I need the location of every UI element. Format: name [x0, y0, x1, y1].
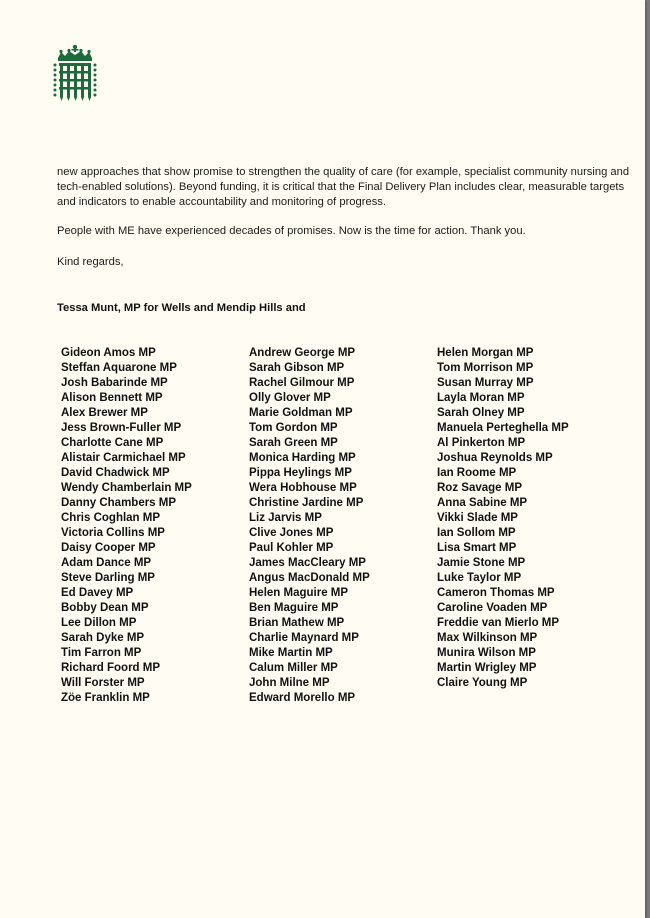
signatory-name: Liz Jarvis MP: [249, 512, 322, 524]
signatory-name: Victoria Collins MP: [61, 527, 165, 539]
signatory-name: Daisy Cooper MP: [61, 542, 156, 554]
signatory-name: Alex Brewer MP: [61, 407, 148, 419]
signatory-name: Pippa Heylings MP: [249, 467, 352, 479]
signatory-name: Helen Morgan MP: [437, 347, 534, 359]
signatory-name: Will Forster MP: [61, 677, 145, 689]
signatory-name: Tom Gordon MP: [249, 422, 338, 434]
signatory-name: Charlie Maynard MP: [249, 632, 359, 644]
signatory-name: Ian Sollom MP: [437, 527, 516, 539]
signatory-name: Tim Farron MP: [61, 647, 142, 659]
lead-signatory: Tessa Munt, MP for Wells and Mendip Hills and: [57, 302, 306, 314]
signatory-name: Clive Jones MP: [249, 527, 334, 539]
signatory-name: Joshua Reynolds MP: [437, 452, 553, 464]
signatory-name: Monica Harding MP: [249, 452, 356, 464]
signatory-name: David Chadwick MP: [61, 467, 170, 479]
signatory-name: Sarah Green MP: [249, 437, 338, 449]
signatory-name: Munira Wilson MP: [437, 647, 536, 659]
signatory-name: Caroline Voaden MP: [437, 602, 548, 614]
signatory-name: Adam Dance MP: [61, 557, 152, 569]
signatory-name: Alistair Carmichael MP: [61, 452, 186, 464]
signatory-name: Martin Wrigley MP: [437, 662, 537, 674]
signatory-name: Ed Davey MP: [61, 587, 134, 599]
signatory-name: Paul Kohler MP: [249, 542, 334, 554]
signatory-name: Steve Darling MP: [61, 572, 155, 584]
signatory-name: Danny Chambers MP: [61, 497, 177, 509]
signatory-name: Charlotte Cane MP: [61, 437, 164, 449]
portcullis-icon: [52, 44, 98, 102]
signatory-name: Anna Sabine MP: [437, 497, 528, 509]
signatory-name: James MacCleary MP: [249, 557, 366, 569]
signatory-name: Zöe Franklin MP: [61, 692, 150, 704]
signatory-name: Steffan Aquarone MP: [61, 362, 177, 374]
signatory-name: Rachel Gilmour MP: [249, 377, 355, 389]
signatory-name: Angus MacDonald MP: [249, 572, 370, 584]
signatory-name: Sarah Dyke MP: [61, 632, 145, 644]
signatory-column-1: [61, 346, 192, 706]
signatory-name: Chris Coghlan MP: [61, 512, 161, 524]
signatory-name: Al Pinkerton MP: [437, 437, 526, 449]
signatory-name: Lee Dillon MP: [61, 617, 137, 629]
letter-body: [57, 165, 632, 253]
signatory-name: Mike Martin MP: [249, 647, 333, 659]
signatory-name: Marie Goldman MP: [249, 407, 353, 419]
signatory-name: Olly Glover MP: [249, 392, 331, 404]
signatory-name: Gideon Amos MP: [61, 347, 156, 359]
signatory-name: Luke Taylor MP: [437, 572, 522, 584]
signatory-name: Layla Moran MP: [437, 392, 525, 404]
signatory-name: Wendy Chamberlain MP: [61, 482, 192, 494]
paragraph-funding: new approaches that show promise to strengthen the quality of care (for example, specialist community nursing and tech-enabled solutions). Beyond funding, it is critical that the Final Delivery Plan includes clear, measurable targets and indicators to enable accountability and monitoring of progress.: [57, 166, 630, 208]
signatory-column-3: [437, 346, 569, 691]
signatory-name: Ben Maguire MP: [249, 602, 339, 614]
signatory-name: Cameron Thomas MP: [437, 587, 555, 599]
signatory-name: Richard Foord MP: [61, 662, 161, 674]
signatory-name: Susan Murray MP: [437, 377, 534, 389]
signoff: Kind regards,: [57, 256, 124, 268]
signatory-name: Claire Young MP: [437, 677, 528, 689]
signatory-name: Vikki Slade MP: [437, 512, 518, 524]
signatory-name: Josh Babarinde MP: [61, 377, 168, 389]
signatory-name: Brian Mathew MP: [249, 617, 345, 629]
signatory-name: Bobby Dean MP: [61, 602, 149, 614]
signatory-column-2: [249, 346, 370, 706]
paragraph-action: People with ME have experienced decades of promises. Now is the time for action. Thank you.: [57, 225, 526, 237]
signatory-name: Manuela Perteghella MP: [437, 422, 569, 434]
signatory-name: John Milne MP: [249, 677, 330, 689]
signatory-name: Jamie Stone MP: [437, 557, 526, 569]
signatory-name: Sarah Olney MP: [437, 407, 525, 419]
signatory-name: Christine Jardine MP: [249, 497, 364, 509]
signatory-name: Ian Roome MP: [437, 467, 517, 479]
signatory-name: Wera Hobhouse MP: [249, 482, 357, 494]
signatory-name: Helen Maguire MP: [249, 587, 349, 599]
signatory-name: Lisa Smart MP: [437, 542, 517, 554]
signatory-name: Sarah Gibson MP: [249, 362, 345, 374]
signatory-name: Max Wilkinson MP: [437, 632, 538, 644]
signatory-name: Edward Morello MP: [249, 692, 356, 704]
signatory-name: Roz Savage MP: [437, 482, 522, 494]
signatory-name: Tom Morrison MP: [437, 362, 534, 374]
signatory-name: Alison Bennett MP: [61, 392, 163, 404]
signatory-name: Freddie van Mierlo MP: [437, 617, 560, 629]
signatory-name: Andrew George MP: [249, 347, 356, 359]
signatory-name: Jess Brown-Fuller MP: [61, 422, 182, 434]
signatory-name: Calum Miller MP: [249, 662, 338, 674]
